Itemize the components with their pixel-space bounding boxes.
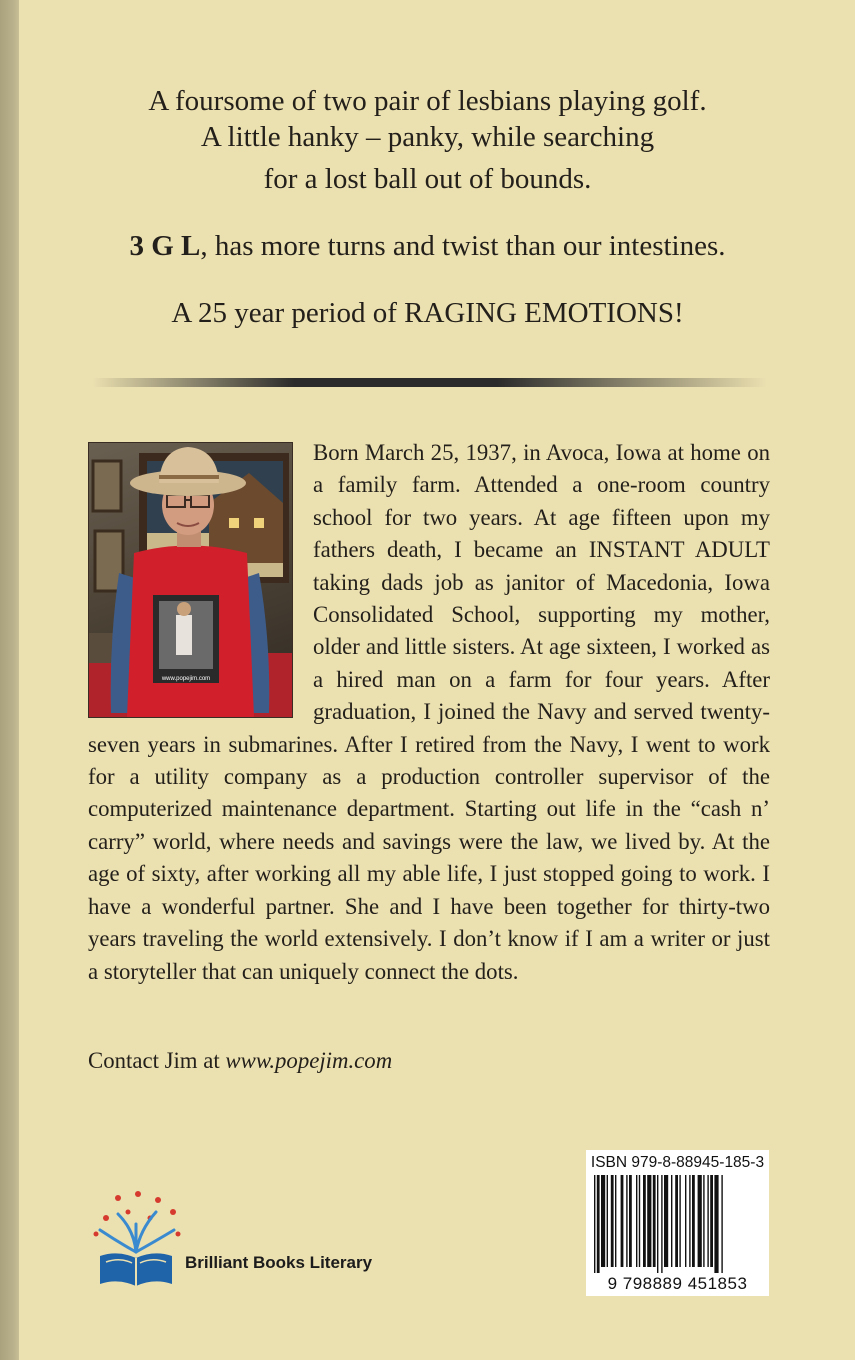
isbn-digits: 9 798889 451853 — [607, 1274, 748, 1293]
barcode-bar — [643, 1175, 646, 1267]
barcode-bar — [629, 1175, 632, 1267]
blurb-line-2: A little hanky – panky, while searching — [200, 121, 655, 153]
publisher-logo-icon — [88, 1190, 418, 1290]
publisher-name: Brilliant Books Literary — [185, 1253, 373, 1272]
barcode-bar — [611, 1175, 614, 1267]
contact-label: Contact Jim at — [88, 1048, 226, 1073]
author-bio — [88, 437, 770, 988]
isbn-barcode-block — [586, 1150, 769, 1296]
shirt-url-text: www.popejim.com — [161, 676, 211, 682]
contact-line — [88, 1048, 392, 1074]
blurb-line-1: A foursome of two pair of lesbians playing golf. — [148, 85, 707, 117]
barcode-bar — [714, 1175, 718, 1273]
barcode-bar — [597, 1175, 600, 1273]
barcode-icon — [594, 1175, 761, 1273]
barcode-bar — [679, 1175, 680, 1267]
barcode-bar — [661, 1175, 662, 1273]
barcode-bar — [615, 1175, 616, 1267]
barcode-bar — [698, 1175, 702, 1267]
barcode-bar — [639, 1175, 640, 1267]
barcode-bar — [653, 1175, 656, 1267]
barcode-bar — [626, 1175, 627, 1267]
barcode-bar — [685, 1175, 686, 1267]
blurb-line-3: for a lost ball out of bounds. — [263, 163, 592, 195]
barcode-bar — [721, 1175, 722, 1273]
barcode-bar — [671, 1175, 672, 1267]
barcode-bar — [647, 1175, 651, 1267]
book-spine-edge — [0, 0, 19, 1360]
barcode-bar — [703, 1175, 704, 1267]
barcode-bar — [636, 1175, 637, 1267]
barcode-bar — [594, 1175, 595, 1273]
bio-text: Born March 25, 1937, in Avoca, Iowa at home on a family farm. Attended a one-room country school for two years. At age fifteen upon my fathers death, I became an INSTANT ADULT taking dads job as janitor of Macedonia, Iowa Consolidated School, supporting my mother, older and little sisters. At age sixteen, I worked as a hired man on a farm for four years. After graduation, I joined the Navy and served twenty-seven years in submarines. After I retired from the Navy, I went to work for a utility company as a production controller supervisor of the computerized maintenance department. Starting out life in the “cash n’ carry” world, where needs and savings were the law, we lived by. At the age of sixty, after working all my able life, I just stopped going to work. I have a wonderful partner. She and I have been together for thirty-two years traveling the world extensively. I don’t know if I am a writer or just a storyteller that can uniquely connect the dots. — [88, 440, 770, 984]
barcode-bar — [675, 1175, 678, 1267]
barcode-bar — [689, 1175, 690, 1267]
tagline — [0, 225, 855, 267]
section-divider — [92, 378, 767, 387]
isbn-label: ISBN 979-8-88945-185-3 — [590, 1154, 765, 1171]
barcode-bar — [607, 1175, 608, 1267]
author-photo — [88, 442, 293, 718]
author-photo-illustration — [89, 443, 292, 717]
contact-url: www.popejim.com — [225, 1048, 393, 1073]
barcode-bar — [710, 1175, 713, 1267]
barcode-bar — [664, 1175, 668, 1267]
barcode-bar — [707, 1175, 708, 1267]
barcode-bar — [621, 1175, 624, 1267]
barcode-bar — [601, 1175, 605, 1267]
barcode-bar — [692, 1175, 695, 1267]
barcode-bar — [657, 1175, 658, 1273]
tagline-text: , has more turns and twist than our intestines. — [200, 230, 726, 262]
period-line: A 25 year period of RAGING EMOTIONS! — [171, 297, 684, 329]
book-title-short: 3 G L — [129, 230, 201, 262]
